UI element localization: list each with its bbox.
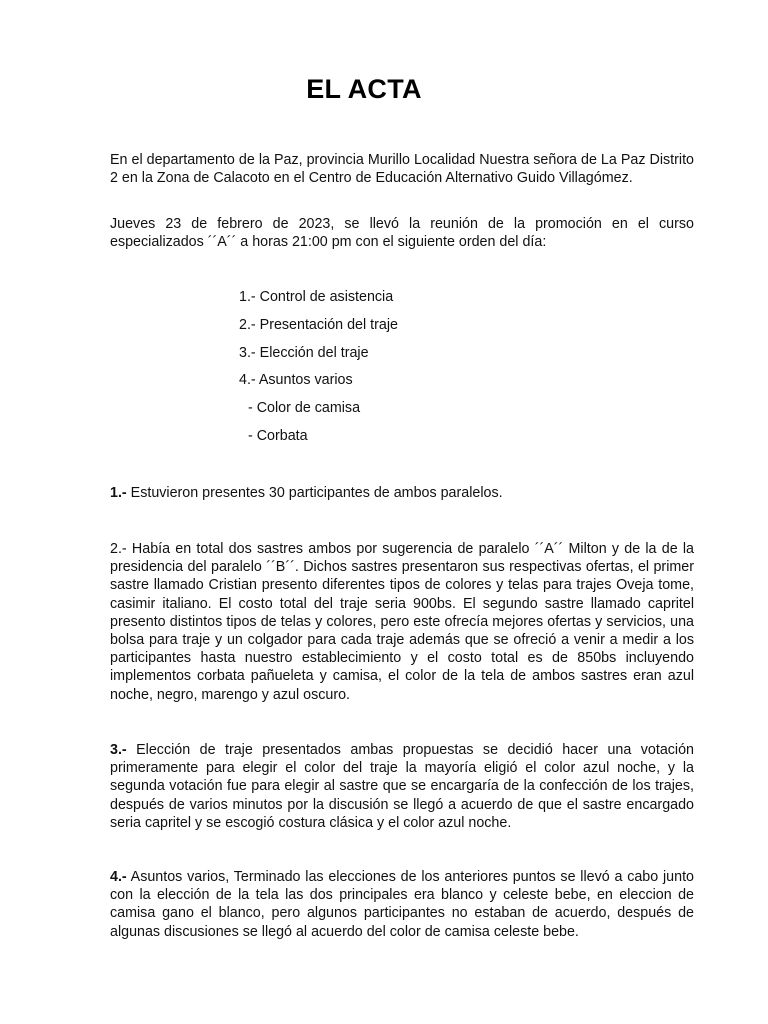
- point-4-paragraph: [110, 868, 694, 941]
- point-number: 2.-: [110, 541, 127, 557]
- intro-paragraph: En el departamento de la Paz, provincia Murillo Localidad Nuestra señora de La Paz Distrito 2 en la Zona de Calacoto en el Centro de Educación Alternativo Guido Villagómez.: [110, 152, 694, 187]
- point-3-paragraph: [110, 741, 694, 832]
- point-number: 1.-: [110, 485, 127, 501]
- point-text: Elección de traje presentados ambas propuestas se decidió hacer una votación primeramente para elegir el color del traje la mayoría eligió el color azul noche, y la segunda votación fue para elegir al sastre que se encargaría de la confección de los trajes, después de varios minutos por la discusión se llegó a acuerdo de que el sastre encargado seria capritel y se escogió costura clásica y el color azul noche.: [110, 742, 694, 831]
- point-number: 3.-: [110, 742, 127, 758]
- agenda-item: 1.- Control de asistencia: [239, 289, 394, 305]
- point-2-paragraph: [110, 540, 694, 704]
- agenda-subitem: - Corbata: [248, 427, 308, 444]
- agenda-item: 3.- Elección del traje: [239, 344, 369, 361]
- agenda-item: 2.- Presentación del traje: [239, 316, 398, 333]
- point-1-paragraph: [110, 484, 694, 502]
- point-text: Asuntos varios, Terminado las elecciones de los anteriores puntos se llevó a cabo junto con la elección de la tela las dos principales era blanco y celeste bebe, en eleccion de camisa gano el blanco, pero algunos participantes no estaban de acuerdo, después de algunas discusiones se llegó al acuerdo del color de camisa celeste bebe.: [110, 869, 694, 940]
- point-text: Estuvieron presentes 30 participantes de ambos paralelos.: [126, 485, 503, 501]
- point-text: Había en total dos sastres ambos por sugerencia de paralelo ´´A´´ Milton y de la de la presidencia del paralelo ´´B´´. Dichos sastres presentaron sus respectivas ofertas, el primer sastre llamado Cristian presento diferentes tipos de colores y telas para trajes Oveja tome, casimir italiano. El costo total del traje seria 900bs. El segundo sastre llamado capritel presento distintos tipos de telas y colores, pero este ofrecía mejores ofertas y servicios, una bolsa para traje y un colgador para cada traje además que se ofreció a venir a medir a los participantes hasta nuestro establecimiento y el costo total es de 850bs incluyendo implementos corbata pañueleta y camisa, el color de la tela de ambos sastres eran azul noche, negro, marengo y azul oscuro.: [110, 541, 694, 703]
- agenda-subitem: - Color de camisa: [248, 400, 361, 417]
- meeting-paragraph: Jueves 23 de febrero de 2023, se llevó la reunión de la promoción en el curso especializados ´´A´´ a horas 21:00 pm con el siguiente orden del día:: [110, 216, 694, 251]
- agenda-item: 4.- Asuntos varios: [239, 372, 353, 389]
- agenda-list: [239, 288, 398, 455]
- point-number: 4.-: [110, 869, 127, 885]
- document-title: EL ACTA: [306, 74, 422, 104]
